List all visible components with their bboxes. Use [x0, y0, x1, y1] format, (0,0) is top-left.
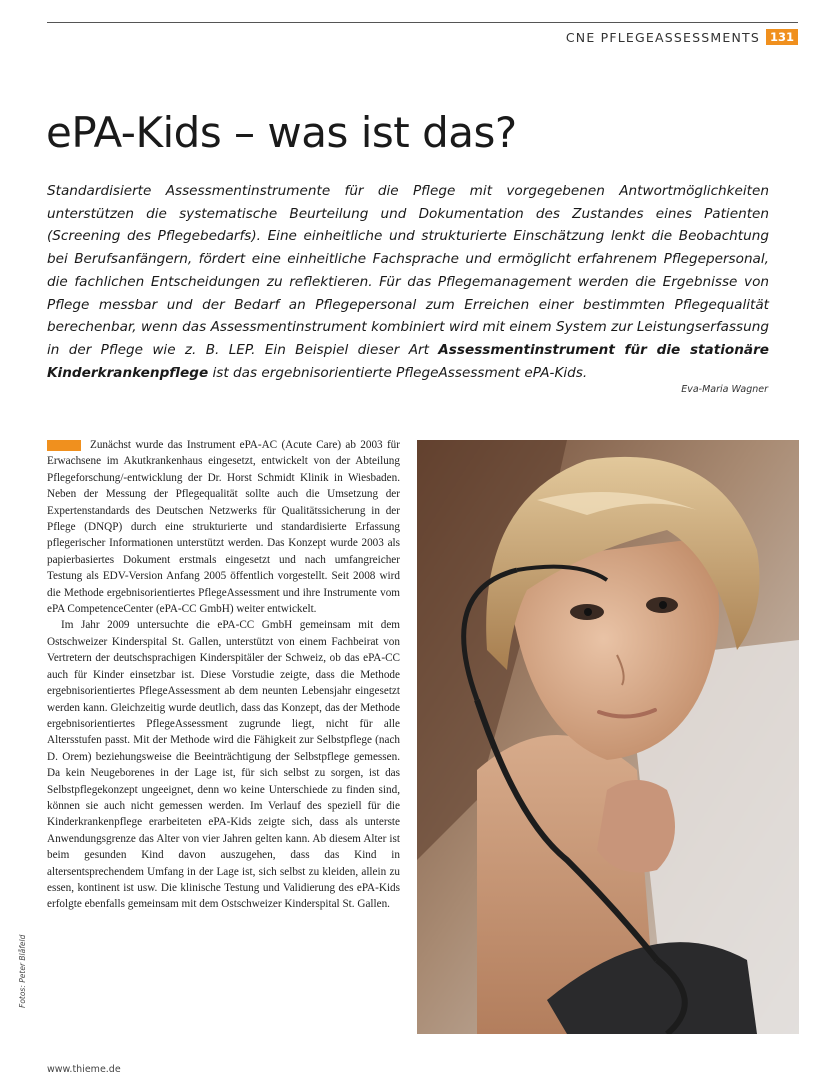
lead-paragraph	[47, 180, 769, 384]
lead-text-bold: Assessmentinstrument für die stationäre Kinderkrankenpflege	[47, 341, 769, 381]
article-photo	[417, 440, 799, 1034]
footer-url[interactable]: www.thieme.de	[47, 1064, 121, 1075]
top-rule	[47, 22, 798, 23]
article-title: ePA-Kids – was ist das?	[46, 108, 517, 157]
body-text-column	[47, 437, 400, 913]
author-name: Eva-Maria Wagner	[681, 384, 768, 395]
body-paragraph: Zunächst wurde das Instrument ePA-AC (Acute Care) ab 2003 für Erwachsene im Akutkrankenhaus eingesetzt, entwickelt von der Abteilung Pflegeforschung/-entwicklung der Dr. Horst Schmidt Klinik in Wiesbaden. Neben der Messung der Pflegequalität sollte auch die Umsetzung der Expertenstandards des Deutschen Netzwerks für Qualitätssicherung in der Pflege (DNQP) durch eine strukturierte und standardisierte Erfassung pflegerischer Informationen unterstützt werden. Das Konzept wurde 2003 als papierbasiertes Dokument erstmals eingesetzt und nach umfangreicher Testung als EDV-Version Anfang 2005 öffentlich vorgestellt. Seit 2008 wird die Methode ergebnisorientiertes PflegeAssessment und ihre Instrumente vom ePA CompetenceCenter (ePA-CC GmbH) weiter entwickelt.	[47, 439, 400, 616]
page-number: 131	[766, 29, 798, 45]
running-header	[566, 29, 798, 45]
body-paragraph: Im Jahr 2009 untersuchte die ePA-CC GmbH gemeinsam mit dem Ostschweizer Kinderspital St. Gallen, unterstützt von einem Fachbeirat von Vertretern der deutschsprachigen Kinderspitäler der Schweiz, ob das ePA-CC auch für Kinder einsetzbar ist. Diese Vorstudie zeigte, dass die Methode ergebnisorientiertes PflegeAssessment ab dem neunten Lebensjahr eingesetzt werden kann. Gleichzeitig wurde deutlich, dass das Konzept, das der Methode ergebnisorientiertes PflegeAssessment zugrunde liegt, nicht für alle Altersstufen passt. Mit der Methode wird die Fähigkeit zur Selbstpflege (nach D. Orem) beziehungsweise die Beeinträchtigung der Selbstpflege gemessen. Da kein Neugeborenes in der Lage ist, für sich selbst zu sorgen, ist das Selbstpflegekonzept ungeeignet, denn wo keine Unterschiede zu finden sind, können sie auch nicht gemessen werden. Im Verlauf des speziell für die Kinderkrankenpflege erarbeiteten ePA-Kids zeigte sich, dass als unterste Anwendungsgrenze das Alter von vier Jahren gelten kann. Ab diesem Alter ist beim gesunden Kind davon auszugehen, dass das Kind in altersentsprechendem Umfang in der Lage ist, sich selbst zu kleiden, allein zu essen, kontinent ist usw. Die klinische Testung und Validierung des ePA-Kids erfolgte ebenfalls gemeinsam mit dem Ostschweizer Kinderspital St. Gallen.	[47, 619, 400, 911]
lead-text-end: ist das ergebnisorientierte PflegeAssessment ePA-Kids.	[208, 364, 588, 381]
section-name: CNE PFLEGEASSESSMENTS	[565, 29, 760, 45]
lead-text-start: Standardisierte Assessmentinstrumente für die Pflege mit vorgegebenen Antwortmöglichkeiten unterstützen die systematische Beurteilung und Dokumentation des Zustandes eines Patienten (Screening des Pflegebedarfs). Eine einheitliche und strukturierte Einschätzung lenkt die Beobachtung bei Berufsanfängern, fördert eine einheitliche Fachsprache und ermöglicht erfahrenem Pflegepersonal, die fachlichen Entscheidungen zu reflektieren. Für das Pflegemanagement werden die Ergebnisse von Pflege messbar und der Bedarf an Pflegepersonal zum Erreichen einer bestimmten Pflegequalität berechenbar, wenn das Assessmentinstrument kombiniert wird mit einem System zur Leistungserfassung in der Pflege wie z. B. LEP. Ein Beispiel dieser Art	[47, 183, 769, 358]
photo-credit: Fotos: Peter Blåfeld	[18, 934, 27, 1008]
